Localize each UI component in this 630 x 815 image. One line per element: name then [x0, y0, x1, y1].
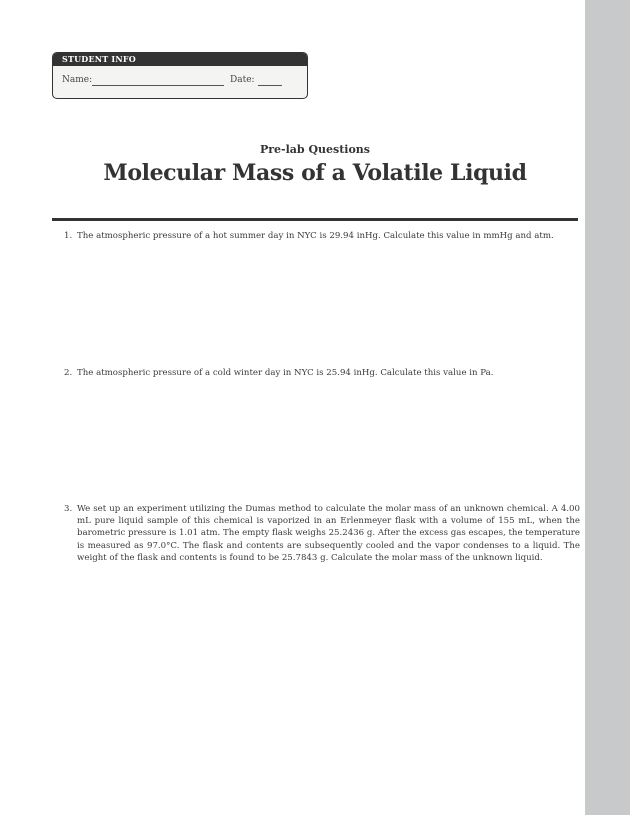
question-3 — [64, 503, 580, 564]
name-field-line[interactable] — [92, 85, 224, 86]
page-subtitle: Pre-lab Questions — [259, 143, 371, 156]
page-title: Molecular Mass of a Volatile Liquid — [103, 160, 527, 186]
question-2 — [64, 367, 580, 379]
question-text: The atmospheric pressure of a hot summer day in NYC is 29.94 inHg. Calculate this value in mmHg and atm. — [77, 231, 554, 241]
student-info-row — [53, 66, 307, 98]
date-label: Date: — [230, 75, 255, 85]
question-1 — [64, 230, 580, 242]
question-number: 3. — [64, 504, 73, 514]
date-field-line[interactable] — [258, 85, 282, 86]
question-number: 1. — [64, 231, 73, 241]
name-label: Name: — [62, 75, 93, 85]
page-side-strip — [585, 0, 630, 815]
title-divider — [52, 218, 578, 221]
question-text: The atmospheric pressure of a cold winter day in NYC is 25.94 inHg. Calculate this value in Pa. — [77, 368, 494, 378]
student-info-header: STUDENT INFO — [53, 53, 307, 66]
student-info-box — [52, 52, 308, 99]
question-text: We set up an experiment utilizing the Dumas method to calculate the molar mass of an unknown chemical. A 4.00 mL pure liquid sample of this chemical is vaporized in an Erlenmeyer flask with a volume of 155 mL, when the barometric pressure is 1.01 atm. The empty flask weighs 25.2436 g. After the excess gas escapes, the temperature is measured as 97.0°C. The flask and contents are subsequently cooled and the vapor condenses to a liquid. The weight of the flask and contents is found to be 25.7843 g. Calculate the molar mass of the unknown liquid. — [77, 504, 580, 563]
question-number: 2. — [64, 368, 73, 378]
